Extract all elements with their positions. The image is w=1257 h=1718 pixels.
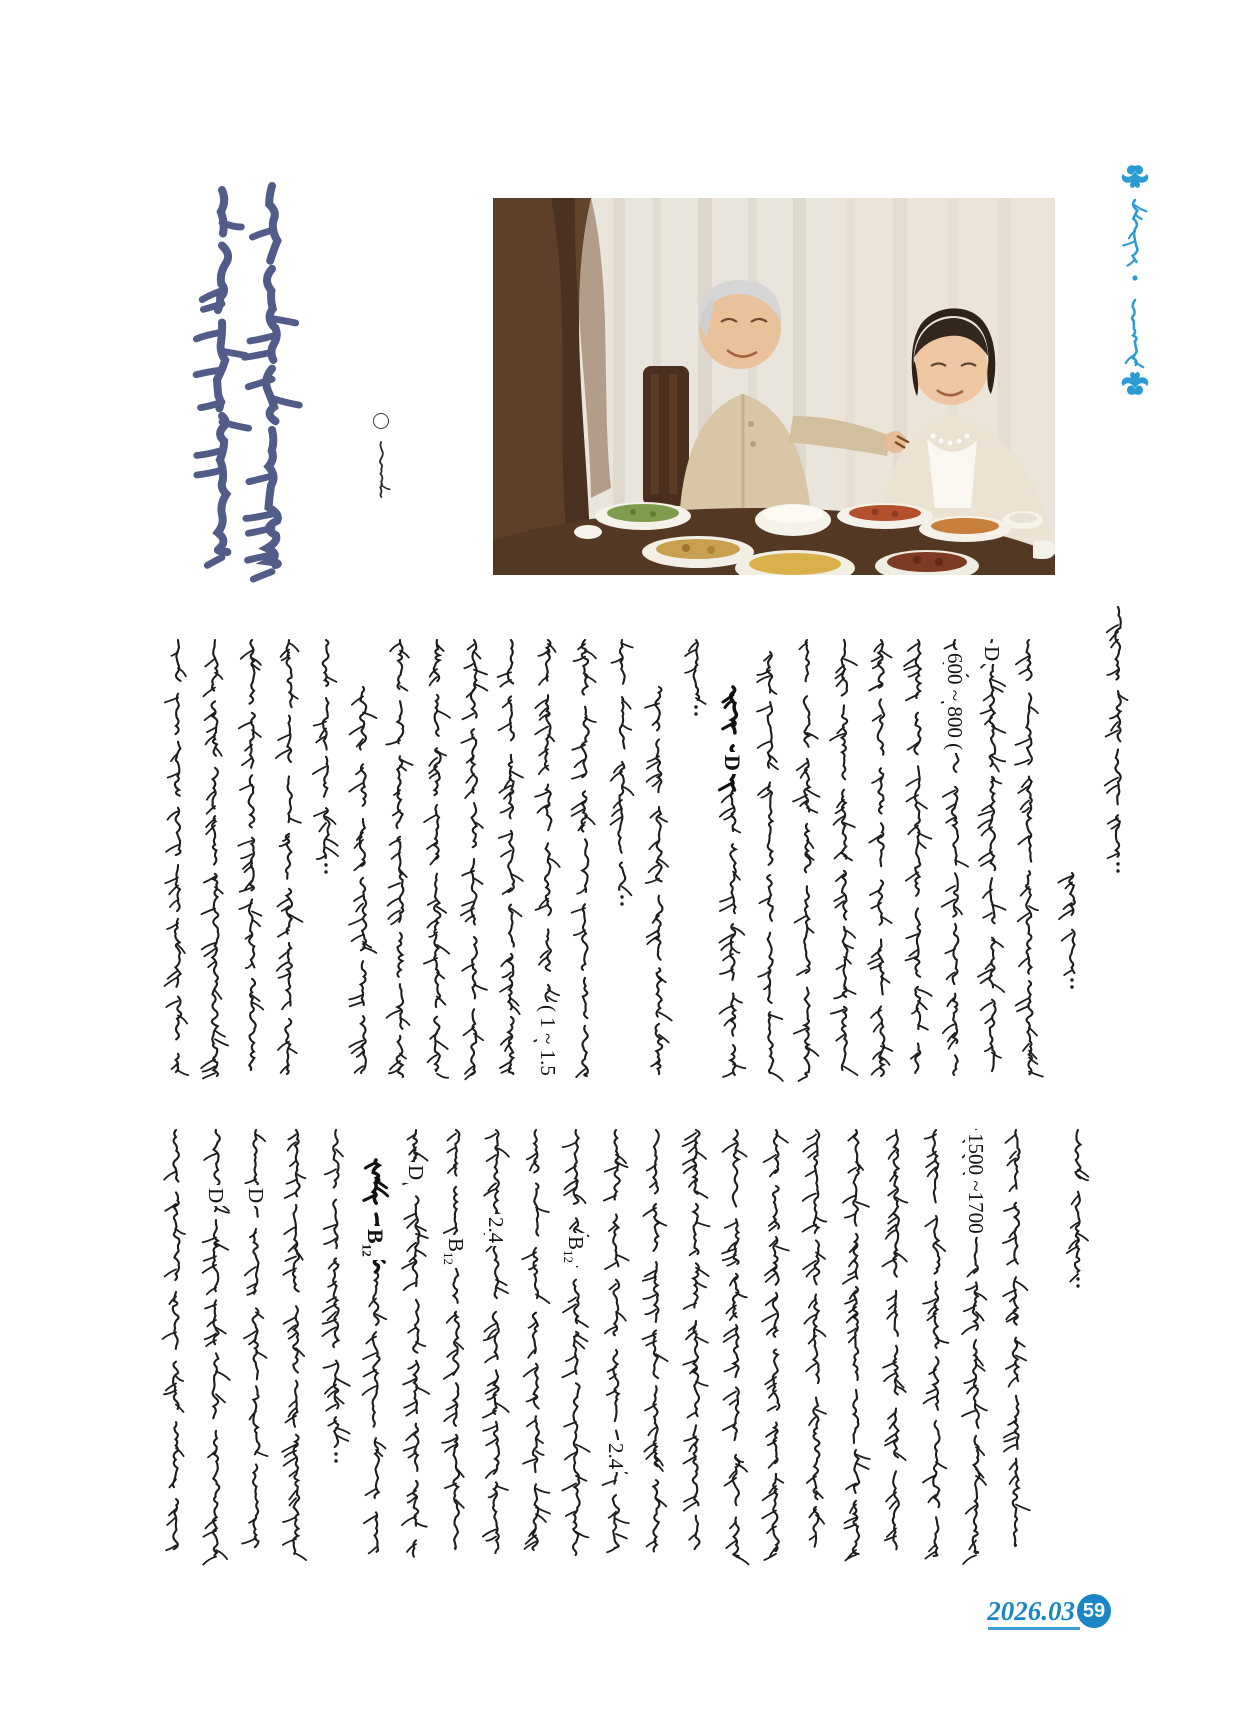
latin-text-fragment: $B_{12}$ — [360, 1226, 387, 1260]
latin-text-fragment: $B_{12}$ — [441, 1235, 467, 1268]
latin-text-fragment: 600 ~ 800 ( — [944, 650, 966, 753]
latin-text-fragment: D — [981, 643, 1003, 664]
article-photo — [493, 198, 1055, 575]
latin-text-fragment: D — [405, 1162, 427, 1183]
latin-text-fragment: D — [205, 1185, 227, 1206]
latin-text-fragment: $B_{12}$ — [561, 1233, 587, 1266]
byline-marker-icon — [373, 413, 389, 429]
header-ornament-top-icon — [1118, 163, 1152, 190]
header-ornament-bottom-icon — [1118, 370, 1152, 397]
latin-text-fragment: 2.4 — [605, 1440, 627, 1472]
page-number-badge: 59 — [1077, 1594, 1111, 1628]
latin-text-fragment: D — [721, 752, 744, 774]
latin-text-fragment: 2.4 — [485, 1214, 507, 1246]
latin-text-fragment: 1500 ~1700 — [965, 1130, 987, 1237]
footer-rule — [988, 1627, 1080, 1630]
latin-text-fragment: ( 1 ~ 1.5 — [537, 1002, 559, 1079]
issue-date: 2026.03 — [987, 1596, 1075, 1626]
latin-text-fragment: D — [245, 1185, 267, 1206]
